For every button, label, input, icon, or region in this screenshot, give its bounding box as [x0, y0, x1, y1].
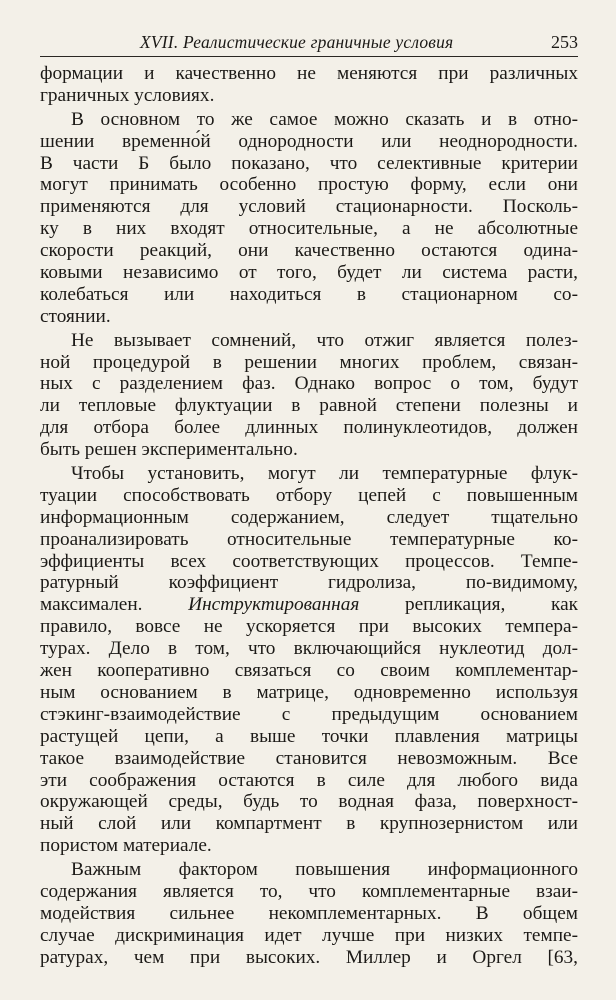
- page-number: 253: [551, 32, 578, 52]
- text-line: такое взаимодействие становится невозможным. Все: [40, 747, 578, 769]
- text-line: модействия сильнее некомплементарных. В общем: [40, 902, 578, 924]
- text-line: ковыми независимо от того, будет ли система расти,: [40, 262, 578, 284]
- text-line: эти соображения остаются в силе для любого вида: [40, 769, 578, 791]
- text-line: стэкинг-взаимодействие с предыдущим основанием: [40, 703, 578, 725]
- text-line: растущей цепи, а выше точки плавления матрицы: [40, 725, 578, 747]
- text-line: могут принимать особенно простую форму, если они: [40, 174, 578, 196]
- text-line: пористом материале.: [40, 835, 212, 857]
- text-line: информационным содержанием, следует тщательно: [40, 506, 578, 528]
- text-line: ным основанием в матрице, одновременно используя: [40, 681, 578, 703]
- text-line: туации способствовать отбору цепей с повышенным: [40, 484, 578, 506]
- text-line: окружающей среды, будь то водная фаза, поверхност-: [40, 791, 578, 813]
- italic-term: Инструктированная: [188, 594, 360, 616]
- running-title: XVII. Реалистические граничные условия: [140, 32, 454, 52]
- text-line: Чтобы установить, могут ли температурные флук-: [71, 463, 578, 485]
- text-segment: репликация, как: [359, 594, 579, 616]
- text-line: формации и качественно не меняются при различных: [40, 63, 578, 84]
- text-line-mixed: [40, 594, 578, 616]
- text-line: ной процедурой в решении многих проблем, связан-: [40, 351, 578, 373]
- text-line: ный слой или компартмент в крупнозернистом или: [40, 813, 578, 835]
- running-header: [40, 30, 578, 57]
- text-line: В части Б было показано, что селективные критерии: [40, 152, 578, 174]
- paragraph-2: [40, 109, 578, 328]
- text-line: правило, вовсе не ускоряется при высоких темпера-: [40, 616, 578, 638]
- text-line: эффициенты всех соответствующих процессов. Темпе-: [40, 550, 578, 572]
- text-line: проанализировать относительные температурные ко-: [40, 528, 578, 550]
- text-line: шении временно́й однородности или неоднородности.: [40, 130, 578, 152]
- text-line: Важным фактором повышения информационного: [71, 859, 578, 881]
- text-line: ку в них входят относительные, а не абсолютные: [40, 218, 578, 240]
- text-line: турах. Дело в том, что включающийся нуклеотид дол-: [40, 638, 578, 660]
- text-line: ратурный коэффициент гидролиза, по-видимому,: [40, 572, 578, 594]
- text-line: В основном то же самое можно сказать и в отно-: [71, 108, 578, 130]
- text-line: стоянии.: [40, 305, 111, 327]
- text-line: Не вызывает сомнений, что отжиг является полез-: [71, 329, 578, 351]
- text-line: колебаться или находиться в стационарном со-: [40, 283, 578, 305]
- paragraph-1: [40, 63, 578, 107]
- text-line: ратурах, чем при высоких. Миллер и Оргел [63,: [40, 946, 578, 968]
- paragraph-3: [40, 330, 578, 461]
- text-line: содержания является то, что комплементарные взаи-: [40, 880, 578, 902]
- text-line: для отбора более длинных полинуклеотидов, должен: [40, 417, 578, 439]
- text-line: случае дискриминация идет лучше при низких темпе-: [40, 924, 578, 946]
- text-line: скорости реакций, они качественно остаются одина-: [40, 240, 578, 262]
- text-line: ных с разделением фаз. Однако вопрос о том, будут: [40, 373, 578, 395]
- body-text: [40, 63, 578, 969]
- paragraph-4: [40, 463, 578, 857]
- text-line: применяются для условий стационарности. Посколь-: [40, 196, 578, 218]
- text-line: быть решен экспериментально.: [40, 439, 298, 461]
- text-line: граничных условиях.: [40, 84, 215, 106]
- text-segment: максимален.: [40, 594, 189, 616]
- text-line: ли тепловые флуктуации в равной степени полезны и: [40, 395, 578, 417]
- text-line: жен кооперативно связаться со своим комплементар-: [40, 660, 578, 682]
- paragraph-5: [40, 859, 578, 968]
